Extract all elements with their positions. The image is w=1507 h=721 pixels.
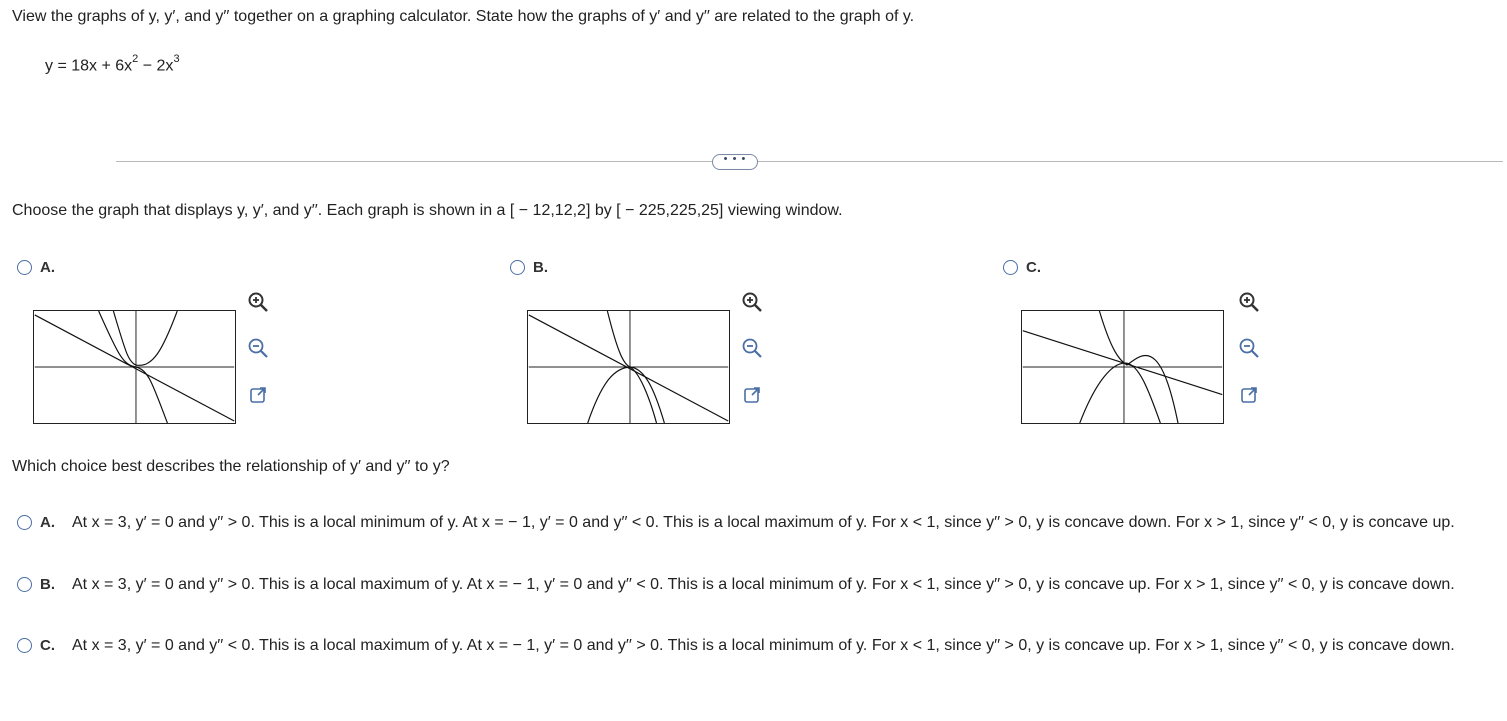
zoom-in-icon[interactable] — [245, 289, 271, 315]
radio-c[interactable] — [1003, 260, 1018, 275]
zoom-in-icon[interactable] — [1236, 289, 1262, 315]
answer-radio-b[interactable] — [17, 577, 32, 592]
radio-b[interactable] — [510, 260, 525, 275]
popout-icon[interactable] — [739, 382, 765, 408]
popout-icon[interactable] — [245, 382, 271, 408]
answer-a-label: A. — [40, 514, 55, 531]
graph-b[interactable] — [527, 310, 730, 424]
answer-option-a[interactable] — [17, 511, 1487, 535]
option-c-label: C. — [1026, 259, 1041, 276]
question-prompt: View the graphs of y, y′, and y′′ together on a graphing calculator. State how the graphs of y′ and y′′ are related to the graph of y. — [12, 8, 915, 25]
answer-c-label: C. — [40, 637, 55, 654]
graph-option-c[interactable] — [1003, 259, 1041, 276]
part2-prompt: Which choice best describes the relationship of y′ and y′′ to y? — [12, 458, 450, 475]
answer-option-b[interactable] — [17, 573, 1487, 597]
section-divider — [116, 161, 1503, 162]
radio-a[interactable] — [17, 260, 32, 275]
part1-prompt: Choose the graph that displays y, y′, and y′′. Each graph is shown in a [ − 12,12,2] by [ − 225,225,25] viewing window. — [12, 202, 843, 219]
zoom-in-icon[interactable] — [739, 289, 765, 315]
answer-a-text: At x = 3, y′ = 0 and y′′ > 0. This is a local minimum of y. At x = − 1, y′ = 0 and y′′ < 0. This is a local maximum of y. For x < 1, since y′′ > 0, y is concave down. For x > 1, since y′′ < 0, y is concave up. — [72, 514, 1455, 531]
option-b-label: B. — [533, 259, 548, 276]
option-a-label: A. — [40, 259, 55, 276]
answer-b-label: B. — [40, 576, 55, 593]
popout-icon[interactable] — [1236, 382, 1262, 408]
graph-c[interactable] — [1021, 310, 1224, 424]
zoom-out-icon[interactable] — [1236, 335, 1262, 361]
answer-b-text: At x = 3, y′ = 0 and y′′ > 0. This is a local maximum of y. At x = − 1, y′ = 0 and y′′ < 0. This is a local minimum of y. For x < 1, since y′′ > 0, y is concave up. For x > 1, since y′′ < 0, y is concave down. — [72, 576, 1455, 593]
equation: $y = 18x + 6x^2 - 2x^3$ — [45, 53, 180, 75]
graph-a[interactable] — [33, 310, 236, 424]
zoom-out-icon[interactable] — [739, 335, 765, 361]
zoom-out-icon[interactable] — [245, 335, 271, 361]
graph-option-a[interactable] — [17, 259, 55, 276]
graph-option-b[interactable] — [510, 259, 548, 276]
answer-option-c[interactable] — [17, 634, 1487, 658]
answer-c-text: At x = 3, y′ = 0 and y′′ < 0. This is a local maximum of y. At x = − 1, y′ = 0 and y′′ > 0. This is a local minimum of y. For x < 1, since y′′ > 0, y is concave up. For x > 1, since y′′ < 0, y is concave down. — [72, 637, 1455, 654]
expand-more-button[interactable]: • • • — [712, 154, 758, 170]
answer-radio-a[interactable] — [17, 515, 32, 530]
answer-radio-c[interactable] — [17, 638, 32, 653]
